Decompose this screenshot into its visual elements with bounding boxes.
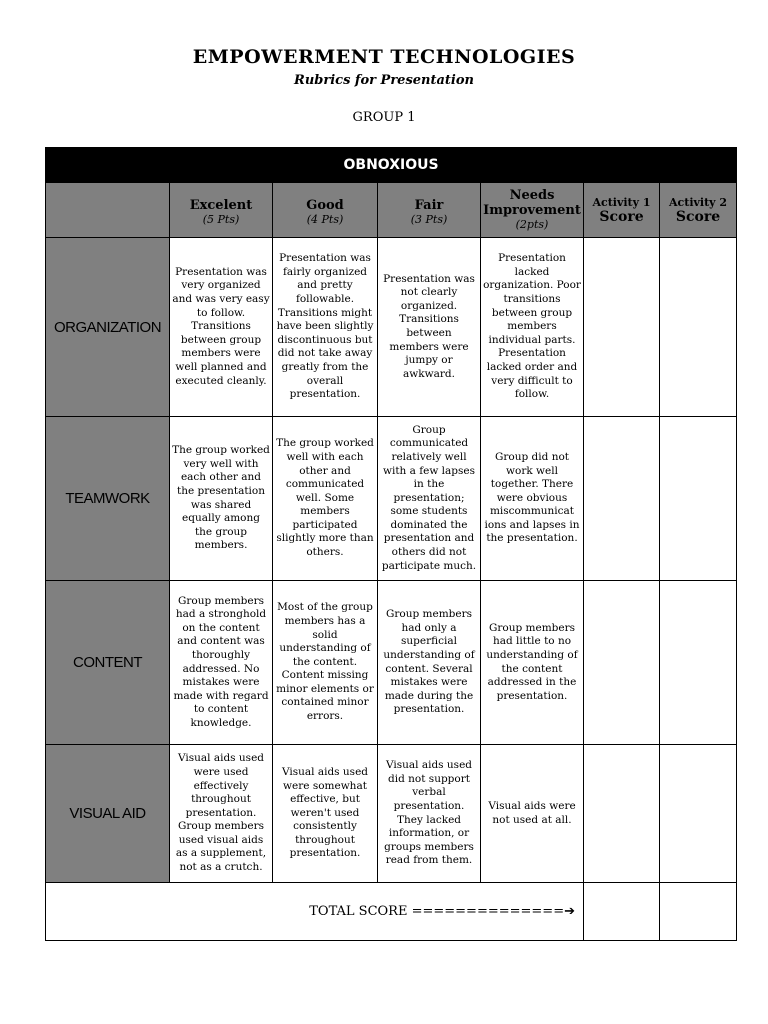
activity-1-score-input[interactable] — [584, 417, 660, 581]
column-points: (2pts) — [515, 218, 549, 231]
total-score-row — [46, 883, 737, 941]
criterion-row-content — [46, 581, 737, 745]
activity-2-score-input[interactable] — [660, 417, 737, 581]
activity-2-score-input[interactable] — [660, 581, 737, 745]
criterion-row-teamwork — [46, 417, 737, 581]
criterion-label: CONTENT — [46, 581, 170, 745]
rubric-cell: The group worked well with each other and communicated well. Some members participated slightly more than others. — [273, 417, 378, 581]
table-banner: OBNOXIOUS — [46, 148, 737, 183]
rubric-cell: Presentation was very organized and was very easy to follow. Transitions between group members were well planned and executed cleanly. — [170, 238, 273, 417]
rubric-cell: Presentation was not clearly organized. Transitions between members were jumpy or awkward. — [378, 238, 481, 417]
activity-2-total-input[interactable] — [660, 883, 737, 941]
arrow-right-icon: ➔ — [564, 904, 575, 919]
header-good — [273, 183, 378, 238]
rubric-cell: Group members had only a superficial understanding of content. Several mistakes were made during the presentation. — [378, 581, 481, 745]
activity-2-score-input[interactable] — [660, 238, 737, 417]
criterion-row-visual-aid — [46, 745, 737, 883]
header-activity-2-score — [660, 183, 737, 238]
column-name: Fair — [414, 197, 444, 213]
activity-label: Activity 2 — [669, 195, 728, 209]
rubric-cell: Group members had little to no understanding of the content addressed in the presentation. — [481, 581, 584, 745]
activity-1-score-input[interactable] — [584, 238, 660, 417]
activity-1-total-input[interactable] — [584, 883, 660, 941]
rubric-cell: Group communicated relatively well with a few lapses in the presentation; some students dominated the presentation and others did not participate much. — [378, 417, 481, 581]
total-score-label-cell — [46, 883, 584, 941]
column-points: (3 Pts) — [410, 212, 448, 226]
header-fair — [378, 183, 481, 238]
column-points: (4 Pts) — [306, 212, 344, 226]
criterion-row-organization — [46, 238, 737, 417]
rubric-cell: Presentation lacked organization. Poor transitions between group members individual parts. Presentation lacked order and very difficult to follow. — [481, 238, 584, 417]
rubric-cell: Visual aids used did not support verbal presentation. They lacked information, or groups members read from them. — [378, 745, 481, 883]
header-row — [46, 183, 737, 238]
rubric-table — [45, 147, 737, 941]
activity-1-score-input[interactable] — [584, 581, 660, 745]
criterion-label: TEAMWORK — [46, 417, 170, 581]
activity-2-score-input[interactable] — [660, 745, 737, 883]
criterion-label: ORGANIZATION — [46, 238, 170, 417]
header-blank — [46, 183, 170, 238]
rubric-cell: The group worked very well with each other and the presentation was shared equally among the group members. — [170, 417, 273, 581]
criterion-label: VISUAL AID — [46, 745, 170, 883]
header-activity-1-score — [584, 183, 660, 238]
rubric-cell: Visual aids used were used effectively throughout presentation. Group members used visual aids as a supplement, not as a crutch. — [170, 745, 273, 883]
activity-score-label: Score — [675, 208, 721, 225]
rubric-cell: Group members had a stronghold on the content and content was thoroughly addressed. No mistakes were made with regard to content knowledge. — [170, 581, 273, 745]
rubric-cell: Presentation was fairly organized and pretty followable. Transitions might have been slightly discontinuous but did not take away greatly from the overall presentation. — [273, 238, 378, 417]
group-label: GROUP 1 — [352, 110, 416, 125]
activity-score-label: Score — [599, 208, 644, 225]
rubric-cell: Visual aids used were somewhat effective, but weren't used consistently throughout presentation. — [273, 745, 378, 883]
column-name: Good — [306, 197, 344, 213]
column-name: Excelent — [189, 197, 253, 213]
rubric-cell: Most of the group members has a solid understanding of the content. Content missing minor elements or contained minor errors. — [273, 581, 378, 745]
document-subtitle: Rubrics for Presentation — [294, 73, 474, 88]
document-title: EMPOWERMENT TECHNOLOGIES — [192, 46, 576, 68]
column-name: Needs Improvement — [483, 188, 581, 218]
header-excelent — [170, 183, 273, 238]
rubric-cell: Visual aids were not used at all. — [481, 745, 584, 883]
activity-label: Activity 1 — [592, 195, 651, 209]
total-score-label: TOTAL SCORE ============== — [309, 904, 565, 919]
header-needs-improvement — [481, 183, 584, 238]
activity-1-score-input[interactable] — [584, 745, 660, 883]
column-points: (5 Pts) — [202, 212, 240, 226]
rubric-cell: Group did not work well together. There were obvious miscommunicat ions and lapses in the presentation. — [481, 417, 584, 581]
